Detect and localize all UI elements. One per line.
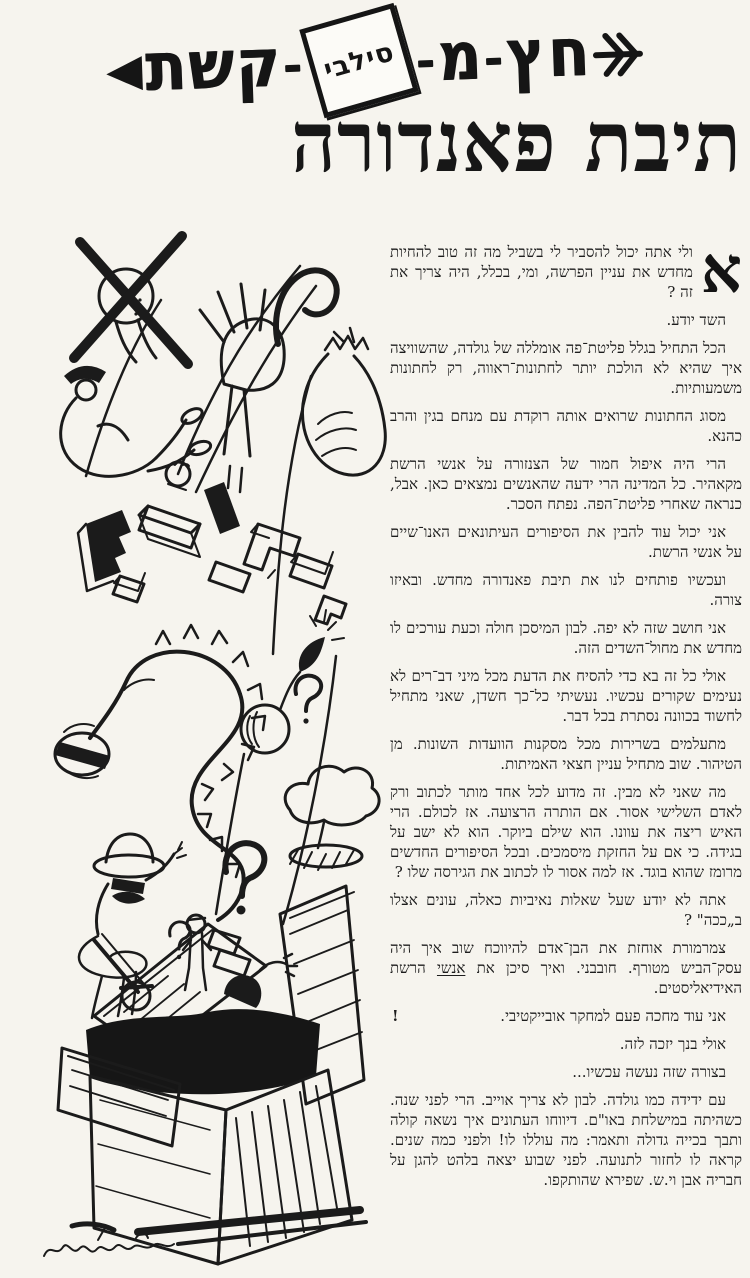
underlined-word: אנשי — [436, 959, 466, 977]
logo-letter: ת — [143, 27, 188, 108]
pandora-box — [58, 886, 366, 1264]
motion-lines — [86, 266, 336, 924]
arrow-shaft-segment — [285, 64, 300, 72]
paragraph: השד יודע. — [666, 311, 726, 329]
paragraph: צמרמורת אוחזת את הבן־אדם להיווכח שוב איך היה עסק־הביש מטורף. חובבני. ואיך סיכן את אנשי הרשת האידיאליסטים. — [390, 939, 742, 997]
paragraph: אני חושב שזה לא יפה. לבון המיסכן חולה וכעת עורכים לו מחדש את מחול־השדים הזה. — [390, 619, 742, 657]
paragraph: מה שאני לא מבין. זה מדוע לכל אחד מותר לכתוב ורק לאדם השלישי אסור. אם הותרה הרצועה. אז לכולם. הרי האיש ריצה את עוונו. הוא שילם ביוקר. הוא לא ישב על בגידה. כי אם על החזקת מיסמכים. ובכל הסיפורים החדשים מרומז שהוא בוגד. אז למה אסור לו לכתוב את הגירסה שלו ? — [390, 783, 742, 881]
stray-exclamation-mark: ! — [392, 1007, 399, 1025]
paragraph: ועכשיו פותחים לנו את תיבת פאנדורה מחדש. ובאיזו צורה. — [390, 571, 742, 609]
paragraph: הרי היה איפול חמור של הצנזורה על אנשי הרשת מקאהיר. כל המדינה הרי ידעה שהאנשים נמצאים כאן. אבל, כנראה שאחרי פליטת־הפה. נפתח הסכר. — [390, 455, 742, 513]
tumbling-3d-letters — [78, 462, 346, 624]
paragraph: אולי בנך יזכה לזה. — [619, 1035, 726, 1053]
paragraph: מתעלמים בשרירות מכל מסקנות הוועדות השונות. מן הטיהור. שוב מתחיל עניין חצאי האמיתות. — [390, 735, 742, 773]
article-body — [390, 233, 742, 1198]
bomb-with-fuse — [241, 610, 344, 753]
logo-letter: ץ — [504, 14, 548, 95]
drop-cap: א — [700, 233, 742, 308]
arrowhead-left-icon — [106, 56, 143, 91]
paragraph: א ולי אתה יכול להסביר לי בשביל מה זה טוב להחיות מחדש את עניין הפרשה, ומי, בכלל, היה צריך את זה ? — [390, 233, 742, 308]
paragraph: עם ידידה כמו גולדה. לבון לא צריך אוייב. הרי לפני שנה. כשהיתה במישלחת באו"ם. דיווחו העתונים איך נשאה קולה ותבך בכייה גדולה ותאמר: מה עוללו לו! ולפני כמה שנים. קראה לו לחזור לתנועה. לפני שבוע יצאה בלהט להגן על חבריה אבן וי.ש. שפירא שהותקפו. — [390, 1091, 742, 1189]
article-headline: תיבת פאנדורה — [291, 93, 742, 192]
paragraph: אתה לא יודע שעל שאלות נאיביות כאלה, עונים אצלו ב„ככה" ? — [390, 891, 742, 929]
logo-letter: מ — [436, 17, 483, 97]
pandora-box-cartoon — [28, 224, 390, 1278]
logo-letter: ח — [546, 13, 591, 94]
paragraph: אולי כל זה בא כדי להסיח את הדעת מכל מיני דב־רים לא נעימים שקורים עכשיו. נעשיתי כל־כך חשדן, שאני מתחיל לחשוד בכוונה נסתרת בכל דבר. — [390, 667, 742, 725]
serpent-with-sunglasses — [55, 625, 265, 920]
tornado-swirl — [79, 936, 146, 1018]
byline-name: סילבי — [319, 35, 398, 86]
arrow-shaft-segment — [418, 59, 433, 67]
arrow-fletching-icon — [591, 31, 645, 79]
spy-figure — [94, 834, 186, 934]
logo-letter: ש — [186, 25, 235, 106]
paragraph: ! אני עוד מחכה פעם למחקר אובייקטיבי. — [392, 1007, 726, 1025]
arrow-shaft-segment — [486, 57, 501, 65]
smoke-puff-cloud — [285, 766, 379, 870]
logo-letter: ק — [234, 24, 282, 105]
paragraph: הכל התחיל בגלל פליטת־פה אומללה של גולדה, שהשוויצה איך שהיא לא הולכת יותר לחתונות־ראווה, רק לחתונות משמעותיות. — [390, 339, 742, 397]
crossed-out-figure — [74, 236, 188, 364]
paragraph: בצורה שזה נעשה עכשיו... — [572, 1063, 726, 1081]
paragraph: אני יכול עוד להבין את הסיפורים העיתונאים האנו־שיים על אנשי הרשת. — [390, 523, 742, 561]
tied-sack — [302, 328, 385, 475]
paragraph: מסוג החתונות שרואים אותה רוקדת עם מנחם בגין והרב כהנא. — [390, 407, 742, 445]
falling-man — [61, 366, 213, 476]
